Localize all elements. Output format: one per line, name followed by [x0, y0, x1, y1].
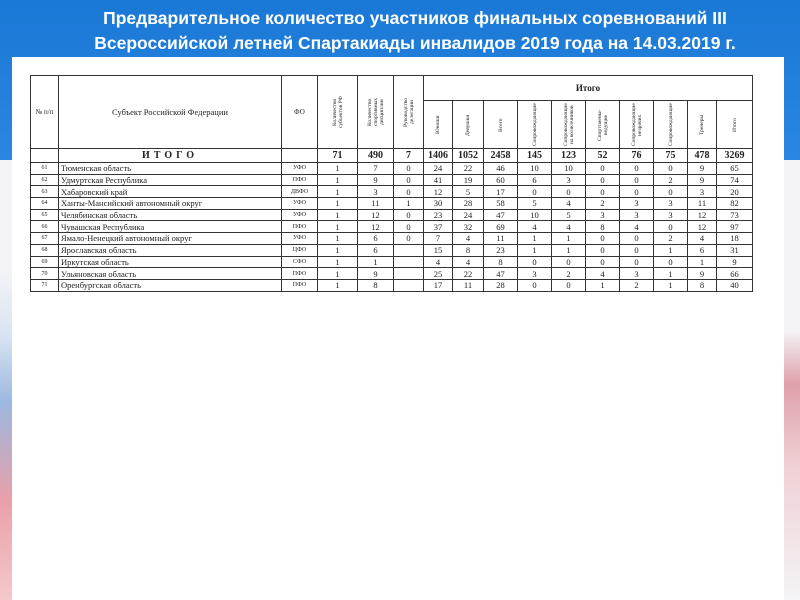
- total-value: 145: [518, 149, 552, 163]
- cell-value: 1: [318, 279, 358, 291]
- cell-value: 0: [552, 279, 586, 291]
- subject-name: Чувашская Республика: [59, 221, 282, 233]
- cell-value: 17: [484, 186, 518, 198]
- subheader-3: Сопровождающие: [531, 103, 538, 146]
- table-row: [31, 279, 753, 291]
- cell-value: 0: [518, 186, 552, 198]
- federal-district: УФО: [282, 198, 318, 210]
- cell-value: 12: [358, 209, 394, 221]
- cell-value: 10: [518, 209, 552, 221]
- cell-value: 1: [552, 233, 586, 245]
- row-number: 65: [31, 209, 59, 221]
- row-number: 68: [31, 244, 59, 256]
- cell-value: 1: [318, 209, 358, 221]
- cell-value: 4: [552, 221, 586, 233]
- cell-value: 9: [688, 163, 717, 175]
- total-value: 3269: [717, 149, 753, 163]
- total-value: 2458: [484, 149, 518, 163]
- cell-value: [394, 268, 424, 280]
- total-value: 490: [358, 149, 394, 163]
- subheader-9: Итого: [731, 117, 738, 132]
- row-number: 71: [31, 279, 59, 291]
- cell-value: 4: [552, 198, 586, 210]
- header-subjects-count: Количество субъектов РФ: [331, 96, 344, 128]
- table-row: [31, 268, 753, 280]
- cell-value: 11: [358, 198, 394, 210]
- subheader-6: Сопровождающие незрячих: [630, 103, 643, 146]
- cell-value: [394, 256, 424, 268]
- total-value: 71: [318, 149, 358, 163]
- cell-value: 9: [688, 268, 717, 280]
- header-disciplines-count: Количество спортивных дисциплин: [366, 97, 385, 127]
- cell-value: 18: [717, 233, 753, 245]
- header-subject: Субъект Российской Федерации: [59, 76, 282, 149]
- cell-value: 97: [717, 221, 753, 233]
- cell-value: 8: [586, 221, 620, 233]
- row-number: 70: [31, 268, 59, 280]
- cell-value: 20: [717, 186, 753, 198]
- cell-value: 0: [394, 233, 424, 245]
- cell-value: 5: [518, 198, 552, 210]
- cell-value: 23: [484, 244, 518, 256]
- cell-value: 0: [394, 209, 424, 221]
- cell-value: 6: [358, 244, 394, 256]
- cell-value: 12: [424, 186, 453, 198]
- cell-value: 6: [518, 174, 552, 186]
- cell-value: 3: [518, 268, 552, 280]
- cell-value: 0: [654, 256, 688, 268]
- cell-value: 0: [518, 279, 552, 291]
- subject-name: Иркутская область: [59, 256, 282, 268]
- subject-name: Ульяновская область: [59, 268, 282, 280]
- federal-district: УФО: [282, 233, 318, 245]
- header-itogo-group: Итого: [424, 76, 753, 101]
- cell-value: 12: [688, 209, 717, 221]
- cell-value: 0: [394, 163, 424, 175]
- cell-value: 3: [358, 186, 394, 198]
- cell-value: 24: [424, 163, 453, 175]
- cell-value: 2: [586, 198, 620, 210]
- cell-value: 6: [358, 233, 394, 245]
- subheader-2: Всего: [497, 117, 504, 132]
- cell-value: 1: [654, 244, 688, 256]
- cell-value: 28: [453, 198, 484, 210]
- federal-district: ЦФО: [282, 244, 318, 256]
- row-number: 61: [31, 163, 59, 175]
- cell-value: 0: [552, 256, 586, 268]
- cell-value: 12: [688, 221, 717, 233]
- cell-value: 10: [518, 163, 552, 175]
- table-row: [31, 186, 753, 198]
- federal-district: ДВФО: [282, 186, 318, 198]
- cell-value: 1: [654, 279, 688, 291]
- cell-value: 0: [620, 186, 654, 198]
- cell-value: 11: [453, 279, 484, 291]
- federal-district: ПФО: [282, 268, 318, 280]
- cell-value: 66: [717, 268, 753, 280]
- cell-value: 3: [586, 209, 620, 221]
- table-row: [31, 256, 753, 268]
- cell-value: 22: [453, 268, 484, 280]
- cell-value: 1: [318, 163, 358, 175]
- subject-name: Ямало-Ненецкий автономный округ: [59, 233, 282, 245]
- cell-value: 3: [552, 174, 586, 186]
- cell-value: 1: [586, 279, 620, 291]
- cell-value: 1: [358, 256, 394, 268]
- slide-title: Предварительное количество участников финальных соревнований III Всероссийской летней Спартакиады инвалидов 2019 года на 14.03.2019 г.: [94, 8, 736, 53]
- federal-district: УФО: [282, 163, 318, 175]
- cell-value: 3: [654, 198, 688, 210]
- cell-value: 28: [484, 279, 518, 291]
- cell-value: 3: [620, 268, 654, 280]
- cell-value: 0: [586, 163, 620, 175]
- subheader-5: Спортсмены-ведущие: [596, 108, 609, 141]
- cell-value: 0: [620, 244, 654, 256]
- cell-value: 1: [318, 174, 358, 186]
- cell-value: 1: [318, 186, 358, 198]
- row-number: 62: [31, 174, 59, 186]
- cell-value: 3: [620, 198, 654, 210]
- cell-value: 0: [654, 221, 688, 233]
- cell-value: 17: [424, 279, 453, 291]
- row-number: 66: [31, 221, 59, 233]
- cell-value: 58: [484, 198, 518, 210]
- row-number: 69: [31, 256, 59, 268]
- cell-value: 0: [586, 233, 620, 245]
- cell-value: 1: [394, 198, 424, 210]
- cell-value: 0: [654, 163, 688, 175]
- total-value: 76: [620, 149, 654, 163]
- table-row: [31, 244, 753, 256]
- cell-value: 1: [518, 233, 552, 245]
- cell-value: 40: [717, 279, 753, 291]
- cell-value: 4: [688, 233, 717, 245]
- federal-district: УФО: [282, 209, 318, 221]
- cell-value: 74: [717, 174, 753, 186]
- total-label: ИТОГО: [59, 149, 282, 163]
- cell-value: 23: [424, 209, 453, 221]
- subject-name: Оренбургская область: [59, 279, 282, 291]
- cell-value: 3: [654, 209, 688, 221]
- subheader-4: Сопровождающие на колясочников: [562, 103, 575, 146]
- total-value: 123: [552, 149, 586, 163]
- cell-value: 19: [453, 174, 484, 186]
- total-value: 1052: [453, 149, 484, 163]
- cell-value: 1: [654, 268, 688, 280]
- cell-value: 0: [620, 174, 654, 186]
- cell-value: 2: [552, 268, 586, 280]
- cell-value: 0: [620, 233, 654, 245]
- subject-name: Ханты-Мансийский автономный округ: [59, 198, 282, 210]
- cell-value: 8: [453, 244, 484, 256]
- federal-district: ПФО: [282, 174, 318, 186]
- cell-value: 47: [484, 209, 518, 221]
- cell-value: [394, 279, 424, 291]
- subheader-1: Девушки: [465, 113, 471, 136]
- cell-value: [394, 244, 424, 256]
- cell-value: 0: [586, 174, 620, 186]
- cell-value: 1: [318, 233, 358, 245]
- cell-value: 0: [394, 221, 424, 233]
- cell-value: 3: [688, 186, 717, 198]
- cell-value: 6: [688, 244, 717, 256]
- total-value: 7: [394, 149, 424, 163]
- cell-value: 0: [586, 244, 620, 256]
- cell-value: 1: [318, 256, 358, 268]
- subheader-0: Юноши: [435, 115, 441, 134]
- cell-value: 1: [318, 221, 358, 233]
- subheader-8: Тренеры: [699, 114, 705, 135]
- cell-value: 4: [453, 233, 484, 245]
- cell-value: 24: [453, 209, 484, 221]
- row-number: 64: [31, 198, 59, 210]
- cell-value: 0: [552, 186, 586, 198]
- header-leadership: Руководство делегации: [402, 97, 415, 127]
- cell-value: 82: [717, 198, 753, 210]
- cell-value: 4: [424, 256, 453, 268]
- total-value: 75: [654, 149, 688, 163]
- cell-value: 0: [586, 186, 620, 198]
- subject-name: Ярославская область: [59, 244, 282, 256]
- table-row: [31, 163, 753, 175]
- cell-value: 60: [484, 174, 518, 186]
- cell-value: 22: [453, 163, 484, 175]
- cell-value: 0: [394, 186, 424, 198]
- cell-value: 73: [717, 209, 753, 221]
- cell-value: 69: [484, 221, 518, 233]
- cell-value: 0: [654, 186, 688, 198]
- subject-name: Хабаровский край: [59, 186, 282, 198]
- cell-value: 12: [358, 221, 394, 233]
- cell-value: 8: [688, 279, 717, 291]
- cell-value: 46: [484, 163, 518, 175]
- cell-value: 4: [586, 268, 620, 280]
- cell-value: 25: [424, 268, 453, 280]
- subject-name: Тюменская область: [59, 163, 282, 175]
- cell-value: 0: [518, 256, 552, 268]
- header-num: № п/п: [31, 76, 59, 149]
- federal-district: СФО: [282, 256, 318, 268]
- total-value: 478: [688, 149, 717, 163]
- header-fo: ФО: [282, 76, 318, 149]
- table-row: [31, 233, 753, 245]
- cell-value: 32: [453, 221, 484, 233]
- federal-district: ПФО: [282, 279, 318, 291]
- cell-value: 5: [453, 186, 484, 198]
- table-row: [31, 209, 753, 221]
- cell-value: 0: [394, 174, 424, 186]
- cell-value: 2: [654, 233, 688, 245]
- cell-value: 11: [484, 233, 518, 245]
- cell-value: 5: [552, 209, 586, 221]
- cell-value: 65: [717, 163, 753, 175]
- table-row: [31, 174, 753, 186]
- table-row: [31, 221, 753, 233]
- subject-name: Челябинская область: [59, 209, 282, 221]
- cell-value: 1: [318, 198, 358, 210]
- cell-value: 8: [358, 279, 394, 291]
- cell-value: 3: [620, 209, 654, 221]
- cell-value: 1: [518, 244, 552, 256]
- cell-value: 7: [358, 163, 394, 175]
- cell-value: 10: [552, 163, 586, 175]
- cell-value: 8: [484, 256, 518, 268]
- cell-value: 7: [424, 233, 453, 245]
- cell-value: 1: [318, 244, 358, 256]
- cell-value: 0: [620, 163, 654, 175]
- cell-value: 30: [424, 198, 453, 210]
- total-value: 1406: [424, 149, 453, 163]
- row-number: 63: [31, 186, 59, 198]
- table-row: [31, 198, 753, 210]
- cell-value: 1: [552, 244, 586, 256]
- federal-district: ПФО: [282, 221, 318, 233]
- cell-value: 4: [620, 221, 654, 233]
- subheader-7: Сопровождающие: [667, 103, 674, 146]
- cell-value: 47: [484, 268, 518, 280]
- cell-value: 9: [358, 174, 394, 186]
- cell-value: 4: [518, 221, 552, 233]
- cell-value: 0: [586, 256, 620, 268]
- cell-value: 31: [717, 244, 753, 256]
- cell-value: 1: [318, 268, 358, 280]
- cell-value: 15: [424, 244, 453, 256]
- cell-value: 37: [424, 221, 453, 233]
- subject-name: Удмуртская Республика: [59, 174, 282, 186]
- cell-value: 1: [688, 256, 717, 268]
- total-value: 52: [586, 149, 620, 163]
- cell-value: 9: [358, 268, 394, 280]
- cell-value: 2: [654, 174, 688, 186]
- row-number: 67: [31, 233, 59, 245]
- cell-value: 9: [688, 174, 717, 186]
- participants-table: [30, 75, 753, 292]
- cell-value: 0: [620, 256, 654, 268]
- cell-value: 9: [717, 256, 753, 268]
- cell-value: 11: [688, 198, 717, 210]
- cell-value: 41: [424, 174, 453, 186]
- flag-decoration-right: [782, 330, 800, 600]
- cell-value: 4: [453, 256, 484, 268]
- cell-value: 2: [620, 279, 654, 291]
